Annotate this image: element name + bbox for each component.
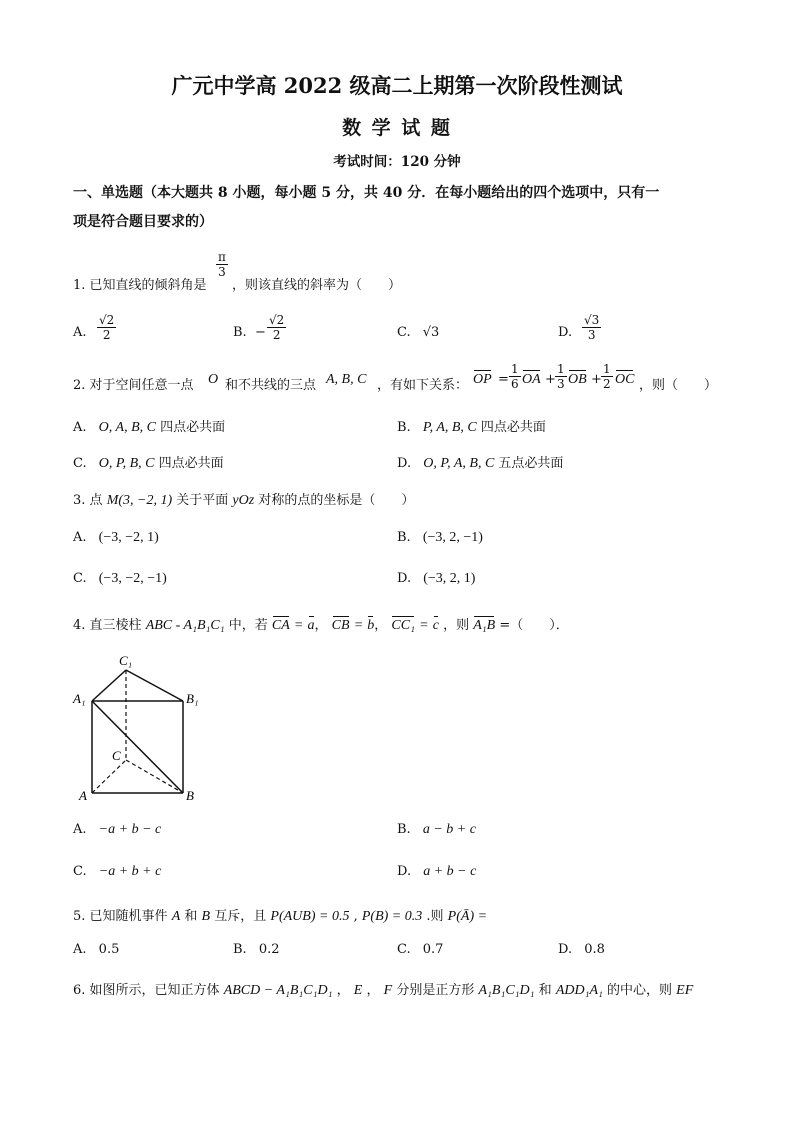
q1-stem-post: ，则该直线的斜率为（ ）: [232, 278, 402, 293]
q5-prob-abar: P(Ā) =: [447, 909, 488, 924]
option-text: 四点必共面: [158, 456, 224, 471]
q5-option-d: [558, 942, 605, 957]
option-math: P, A, B, C: [422, 420, 477, 435]
frac-den: 6: [511, 377, 519, 391]
option-label: A.: [73, 420, 87, 435]
option-label: D.: [397, 864, 412, 879]
option-math: −a + b + c: [98, 864, 162, 879]
option-value: 0.7: [422, 942, 444, 957]
q2-vec-oc: OC: [615, 372, 635, 387]
q2-option-a: [73, 416, 225, 436]
q4-stem-mid2: ，则: [443, 618, 470, 633]
edge-ac-hidden: [92, 760, 126, 793]
option-label: C.: [397, 942, 411, 957]
q5-event-b: B: [201, 909, 211, 924]
option-label: A.: [73, 942, 87, 957]
q2-points: A, B, C: [326, 372, 367, 387]
option-text: 四点必共面: [480, 420, 546, 435]
option-label: B.: [233, 325, 247, 340]
q5-option-a: [73, 942, 119, 957]
option-label: B.: [397, 822, 411, 837]
frac-den: 2: [603, 377, 611, 391]
minus-sign: −: [255, 325, 266, 340]
option-label: B.: [397, 420, 411, 435]
q5-prob-b: P(B) = 0.3: [361, 909, 423, 924]
frac-num: √2: [99, 313, 115, 327]
q3-plane: yOz: [232, 493, 255, 508]
q2-stem: 2. 对于空间任意一点: [73, 378, 194, 393]
q2-vec-op: OP: [473, 372, 492, 387]
q4-stem-post: =（ ）．: [499, 618, 569, 633]
label-a1: A₁: [73, 691, 86, 706]
q4-vec-cb: CB: [331, 618, 350, 633]
option-label: B.: [233, 942, 247, 957]
q3-option-d: [397, 571, 475, 587]
option-math: O, P, B, C: [98, 456, 155, 471]
option-value: 0.2: [258, 942, 280, 957]
option-math: O, P, A, B, C: [423, 456, 495, 471]
question-2: 2. 对于空间任意一点 O 和不共线的三点 A, B, C ，有如下关系： OP = $\frac{1}{6}$ OA + $\frac{1}{3}$ OB + $\frac{1}{2}$ OC ，则（ ）: [73, 362, 718, 393]
q3-stem-mid: 关于平面: [176, 493, 229, 508]
q1-frac-den: 3: [218, 265, 226, 279]
label-b1: B₁: [186, 691, 199, 706]
edge-a1c1: [92, 670, 126, 701]
q2-option-d: [397, 452, 563, 472]
frac-den: 2: [272, 328, 281, 342]
option-math: (−3, 2, 1): [423, 571, 476, 586]
q1-a-frac: [97, 313, 116, 342]
diagonal-a1b: [92, 701, 183, 793]
option-text: 四点必共面: [160, 420, 226, 435]
option-label: D.: [397, 456, 412, 471]
q1-fraction: [216, 250, 228, 279]
q4-option-a: [73, 822, 161, 838]
q2-stem-post: ，则（ ）: [639, 378, 718, 393]
option-value: √3: [422, 325, 440, 340]
frac-den: 3: [557, 377, 565, 391]
q2-eq: =: [498, 372, 509, 387]
label-a: A: [79, 788, 87, 803]
frac-num: 1: [557, 362, 565, 376]
page-subtitle: 数 学 试 题: [342, 117, 452, 139]
option-label: A.: [73, 325, 87, 340]
frac-num: 1: [603, 362, 611, 376]
label-c: C: [112, 748, 121, 763]
q3-point-m: M(3, −2, 1): [106, 493, 173, 508]
option-label: D.: [397, 571, 412, 586]
q5-stem: 5. 已知随机事件: [73, 909, 168, 924]
q4-prism: ABC - A₁B₁C₁: [145, 618, 225, 633]
option-math: O, A, B, C: [98, 420, 156, 435]
q3-stem: 3. 点: [73, 493, 103, 508]
q1-option-c: [397, 325, 439, 340]
q3-option-b: [397, 530, 483, 546]
q2-option-c: [73, 452, 224, 472]
frac-num: 1: [511, 362, 519, 376]
edge-c1b1: [126, 670, 183, 701]
q2-coef2: [555, 362, 567, 391]
exam-time: 考试时间：120 分钟: [333, 154, 461, 170]
option-math: (−3, 2, −1): [422, 530, 483, 545]
option-label: C.: [73, 456, 87, 471]
frac-den: 3: [587, 328, 596, 342]
q6-cube: ABCD − A₁B₁C₁D₁: [223, 983, 333, 998]
label-c1: C₁: [119, 653, 133, 668]
q1-b-frac: [267, 313, 286, 342]
option-label: D.: [558, 325, 573, 340]
q1-d-frac: [582, 313, 601, 342]
option-math: (−3, −2, 1): [98, 530, 159, 545]
q6-stem-and: 和: [538, 983, 552, 998]
option-label: A.: [73, 530, 87, 545]
option-label: D.: [558, 942, 573, 957]
q2-vec-oa: OA: [522, 372, 541, 387]
q1-frac-num: π: [218, 250, 226, 264]
q2-vec-ob: OB: [568, 372, 587, 387]
q4-stem: 4. 直三棱柱: [73, 618, 142, 633]
option-math: −a + b − c: [98, 822, 162, 837]
q4-vec-a: a: [307, 618, 315, 633]
q3-option-a: [73, 530, 159, 546]
q6-segment-ef: EF: [676, 983, 694, 998]
q5-stem-mid: 和: [184, 909, 198, 924]
page-title: 广元中学高 2022 级高二上期第一次阶段性测试: [171, 73, 623, 98]
option-value: 0.5: [98, 942, 120, 957]
q4-vec-a1b: A₁B: [473, 618, 496, 633]
q6-stem-post: 的中心，则: [607, 983, 673, 998]
q4-vec-ca: CA: [271, 618, 290, 633]
q6-sep1: ，: [336, 983, 350, 998]
q2-stem-mid2: ，有如下关系：: [377, 378, 469, 393]
q6-square-2: ADD₁A₁: [555, 983, 603, 998]
option-value: 0.8: [584, 942, 605, 957]
option-math: a − b + c: [422, 822, 476, 837]
frac-num: √3: [584, 313, 600, 327]
option-label: C.: [397, 325, 411, 340]
q6-sep2: ，: [366, 983, 380, 998]
q4-vec-b: b: [367, 618, 375, 633]
q4-vec-c: c: [432, 618, 439, 633]
prism-figure: [70, 650, 210, 805]
frac-num: √2: [269, 313, 285, 327]
question-5: [73, 905, 487, 925]
option-label: C.: [73, 571, 87, 586]
option-label: C.: [73, 864, 87, 879]
option-label: B.: [397, 530, 411, 545]
frac-den: 2: [102, 328, 111, 342]
q5-stem-mid2: 互斥，且: [214, 909, 267, 924]
q4-option-c: [73, 864, 161, 880]
q4-vec-cc1: CC₁: [391, 618, 415, 633]
q2-point-o: O: [208, 372, 219, 387]
q2-coef3: [601, 362, 613, 391]
option-label: A.: [73, 822, 87, 837]
option-text: 五点必共面: [498, 456, 564, 471]
q4-option-b: [397, 822, 476, 838]
q2-stem-mid: 和不共线的三点: [225, 378, 317, 393]
option-math: (−3, −2, −1): [98, 571, 167, 586]
q5-stem-mid3: .则: [426, 909, 444, 924]
q6-square-1: A₁B₁C₁D₁: [478, 983, 535, 998]
q5-prob-aub: P(AUB) = 0.5: [270, 909, 350, 924]
question-6: [73, 979, 693, 999]
q4-option-d: [397, 864, 476, 880]
q6-point-e: E: [353, 983, 363, 998]
q5-option-c: [397, 942, 443, 957]
question-4: 4. 直三棱柱 ABC - A₁B₁C₁ 中，若 CA = a， CB = b， CC₁ = c ，则 A₁B =（ ）．: [73, 618, 569, 633]
q2-coef1: [509, 362, 521, 391]
q6-point-f: F: [383, 983, 393, 998]
q3-option-c: [73, 571, 167, 587]
label-b: B: [186, 788, 194, 803]
q6-stem: 6. 如图所示，已知正方体: [73, 983, 220, 998]
q6-stem-mid: 分别是正方形: [396, 983, 475, 998]
q2-option-b: [397, 416, 546, 436]
q5-option-b: [233, 942, 280, 957]
q4-stem-mid: 中，若: [228, 618, 268, 633]
section-heading-cont: 项是符合题目要求的）: [73, 214, 213, 230]
q5-event-a: A: [171, 909, 181, 924]
section-heading: 一、单选题（本大题共 8 小题，每小题 5 分，共 40 分．在每小题给出的四个选项中，只有一: [73, 185, 660, 201]
q5-sep: ,: [353, 909, 358, 924]
question-3: [73, 489, 414, 509]
option-math: a + b − c: [423, 864, 477, 879]
q1-stem: 1. 已知直线的倾斜角是: [73, 278, 207, 293]
q3-stem-post: 对称的点的坐标是（ ）: [258, 493, 415, 508]
